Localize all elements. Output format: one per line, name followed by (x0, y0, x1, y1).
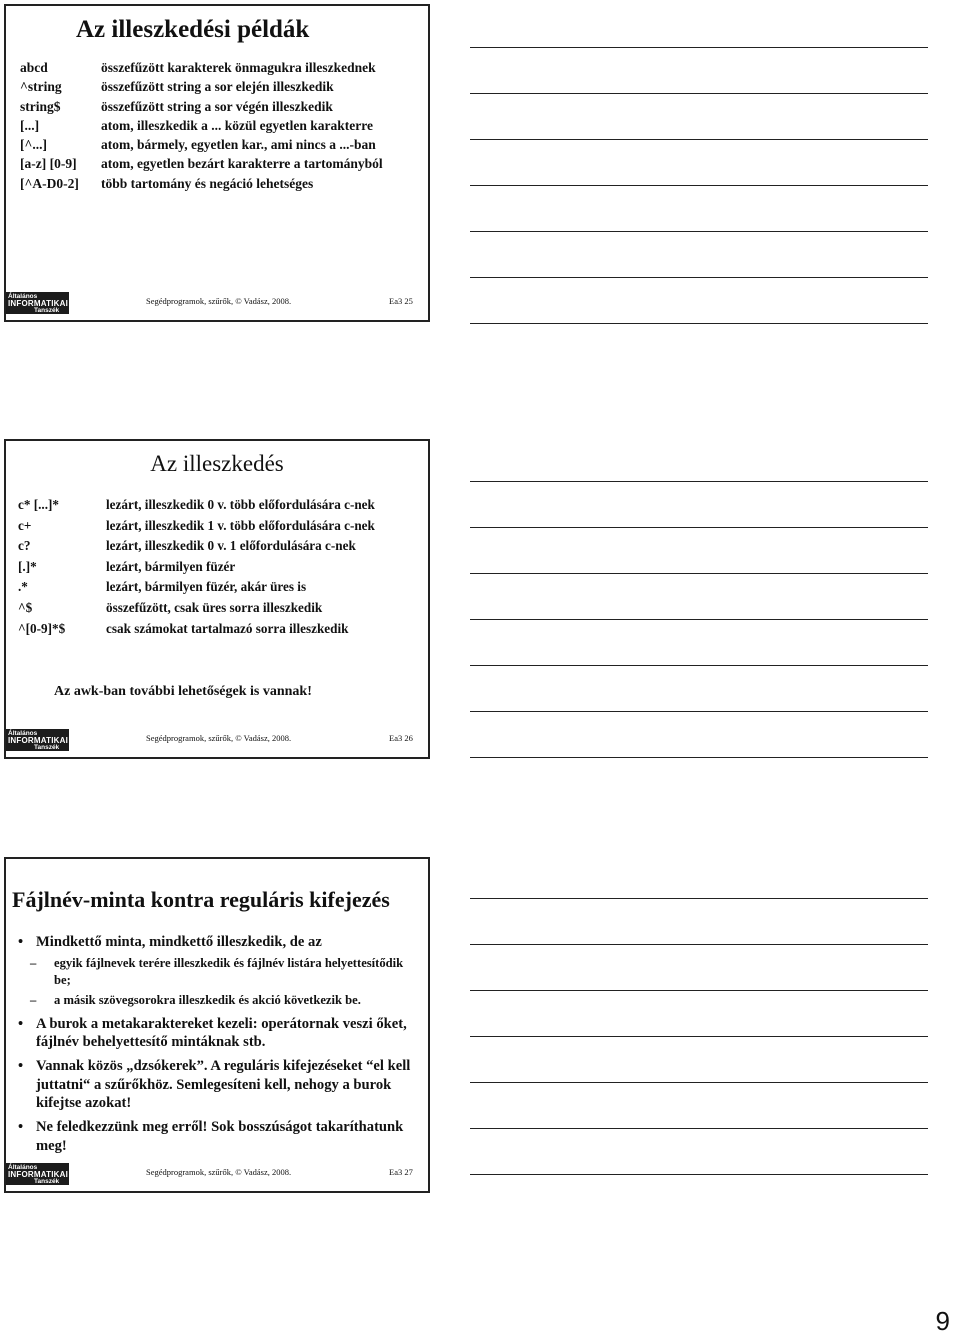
department-logo: Általános INFORMATIKAI Tanszék (8, 730, 69, 751)
pattern: [a-z] [0-9] (20, 156, 77, 172)
pattern: c? (18, 538, 31, 554)
slide-title: Az illeszkedés (150, 451, 284, 476)
slide-25 (4, 4, 430, 322)
slide-26 (4, 439, 430, 759)
slide-title: Az illeszkedési példák (76, 16, 310, 43)
pattern: [...] (20, 117, 40, 133)
slide-footer (6, 1159, 428, 1183)
pattern: ^$ (18, 599, 33, 615)
department-logo: Általános INFORMATIKAI Tanszék (8, 1164, 69, 1185)
footer-copyright: Segédprogramok, szűrők, © Vadász, 2008. (146, 733, 292, 743)
slide-number: Ea3 25 (389, 296, 413, 306)
pattern-description: több tartomány és negáció lehetséges (101, 175, 314, 191)
slide-footer (6, 725, 428, 749)
slide-footer (6, 288, 428, 312)
pattern-description: összefűzött string a sor elején illeszkedik (101, 79, 334, 95)
bullet-item: • A burok a metakaraktereket kezeli: operátornak veszi őket, fájlnév behelyettesítő mintáknak stb. (16, 1015, 420, 1052)
slide-number: Ea3 27 (389, 1167, 413, 1177)
pattern-description: atom, bármely, egyetlen kar., ami nincs a ...-ban (101, 137, 376, 153)
pattern-description: lezárt, bármilyen füzér (106, 558, 236, 574)
department-logo: Általános INFORMATIKAI Tanszék (8, 293, 69, 314)
pattern: c* [...]* (18, 497, 60, 512)
pattern: ^[0-9]*$ (18, 620, 66, 636)
pattern-description: atom, egyetlen bezárt karakterre a tartományból (101, 156, 383, 172)
pattern: [^A-D0-2] (20, 175, 79, 191)
pattern-description: csak számokat tartalmazó sorra illeszkedik (106, 620, 349, 636)
pattern-description: atom, illeszkedik a ... közül egyetlen karakterre (101, 117, 373, 133)
sub-bullet-item: – a másik szövegsorokra illeszkedik és akció következik be. (16, 992, 420, 1009)
pattern-description: összefűzött, csak üres sorra illeszkedik (106, 599, 323, 615)
slide-number: Ea3 26 (389, 733, 413, 743)
bullet-list (16, 933, 420, 1161)
pattern: ^string (20, 79, 62, 95)
pattern-description: lezárt, illeszkedik 1 v. több előfordulására c-nek (106, 517, 375, 533)
bullet-item: • Mindkettő minta, mindkettő illeszkedik, de az (16, 933, 420, 951)
footer-copyright: Segédprogramok, szűrők, © Vadász, 2008. (146, 1167, 292, 1177)
pattern: c+ (18, 517, 32, 533)
pattern: [.]* (18, 558, 37, 574)
pattern: .* (18, 579, 28, 595)
awk-note: Az awk-ban további lehetőségek is vannak! (54, 684, 312, 699)
pattern-description: lezárt, illeszkedik 0 v. 1 előfordulására c-nek (106, 538, 356, 554)
pattern-description: összefűzött karakterek önmagukra illeszkednek (101, 60, 376, 75)
pattern: string$ (20, 98, 61, 114)
sub-bullet-item: – egyik fájlnevek terére illeszkedik és fájlnév listára helyettesítődik be; (16, 955, 420, 988)
page-number: 9 (935, 1306, 950, 1336)
bullet-item: • Ne feledkezzünk meg erről! Sok bosszúságot takaríthatunk meg! (16, 1118, 420, 1155)
pattern-description: lezárt, illeszkedik 0 v. több előfordulására c-nek (106, 497, 375, 512)
bullet-item: • Vannak közös „dzsókerek”. A reguláris kifejezéseket “el kell juttatni“ a szűrőkhöz. Semlegesíteni kell, nehogy a burok kifejtse azokat! (16, 1057, 420, 1112)
footer-copyright: Segédprogramok, szűrők, © Vadász, 2008. (146, 296, 292, 306)
pattern: [^...] (20, 137, 47, 153)
pattern: abcd (20, 60, 48, 75)
pattern-description: összefűzött string a sor végén illeszkedik (101, 98, 333, 114)
slide-27 (4, 857, 430, 1193)
slide-title: Fájlnév-minta kontra reguláris kifejezés (12, 887, 390, 912)
pattern-description: lezárt, bármilyen füzér, akár üres is (106, 579, 307, 595)
